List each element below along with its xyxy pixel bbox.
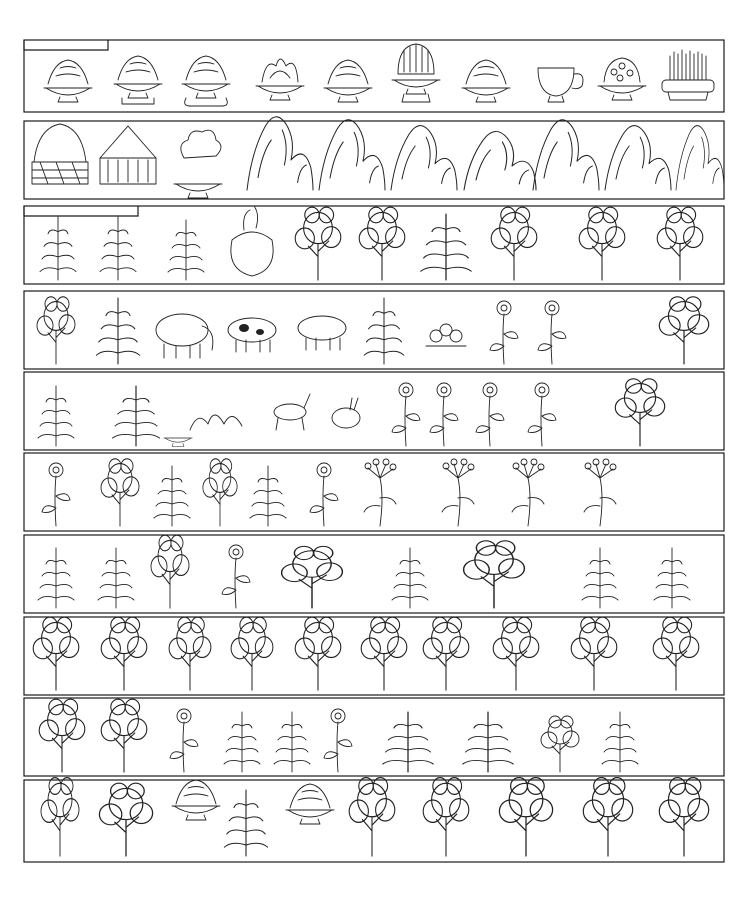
flower-stem — [528, 383, 556, 446]
shrub — [101, 459, 139, 526]
rock-mountain — [247, 117, 313, 190]
agave — [463, 712, 513, 772]
ornate-bowl — [392, 44, 440, 102]
shrub — [37, 297, 75, 364]
herb — [250, 466, 286, 526]
leaf-offering — [164, 415, 242, 446]
stand-bowl — [114, 56, 162, 104]
willow — [96, 298, 139, 364]
tree — [101, 699, 147, 772]
fruit-bowl — [172, 780, 220, 820]
row-flame-trees — [40, 206, 703, 280]
herb — [170, 709, 198, 772]
fern-bush — [421, 214, 471, 280]
rock-mountain — [605, 126, 671, 190]
cow — [228, 318, 276, 352]
vine — [282, 546, 343, 608]
tree — [491, 207, 537, 280]
tree — [493, 617, 539, 690]
herb — [224, 712, 260, 772]
tree — [101, 617, 147, 690]
herb — [582, 548, 618, 608]
agave — [383, 712, 433, 772]
bird-herb — [38, 548, 74, 608]
tree — [615, 379, 664, 446]
jewel-bowl — [598, 58, 646, 100]
tree — [33, 617, 79, 690]
flame-plant — [40, 217, 76, 280]
cup — [538, 68, 583, 102]
rock-mountain — [391, 126, 457, 190]
fruit-bowl — [286, 784, 334, 824]
herb — [602, 712, 638, 772]
tree — [295, 617, 341, 690]
vine — [464, 541, 525, 608]
temple-box — [100, 126, 156, 184]
flame-plant — [100, 217, 136, 280]
row-plants — [39, 699, 638, 772]
woven-basket — [32, 124, 88, 184]
plain-bowl — [462, 60, 510, 102]
umbel — [512, 459, 544, 526]
flower-stem — [476, 383, 504, 446]
flower — [310, 463, 338, 526]
row-animals — [37, 297, 709, 364]
flower-stem — [392, 383, 420, 446]
fern — [154, 466, 190, 526]
umbel — [584, 459, 616, 526]
rock-mountain — [464, 131, 536, 190]
tree — [361, 617, 407, 690]
herb — [38, 386, 74, 446]
deer — [274, 394, 310, 430]
umbel — [442, 459, 474, 526]
herb — [541, 716, 579, 772]
fern-plant — [168, 220, 204, 280]
tree — [657, 207, 703, 280]
grape — [169, 617, 211, 690]
tree — [423, 617, 469, 690]
brush-bowl — [662, 50, 714, 100]
tree — [571, 617, 617, 690]
tree — [349, 778, 395, 856]
umbel — [364, 459, 396, 526]
herb — [538, 301, 566, 364]
shrub — [659, 297, 708, 364]
tree — [99, 783, 152, 856]
cloud-offering — [174, 130, 222, 198]
row-flowering-herbs — [42, 459, 616, 526]
row-trees-fruit — [41, 778, 709, 856]
rock-mountain — [533, 120, 599, 190]
herb — [42, 463, 70, 526]
elephant — [156, 314, 213, 358]
tree — [39, 699, 85, 772]
row-mountains — [32, 117, 724, 198]
grain-bowl — [44, 60, 92, 102]
tree — [295, 207, 341, 280]
herb — [654, 548, 690, 608]
tree — [41, 778, 79, 856]
vine — [151, 535, 189, 608]
section-tab — [24, 206, 138, 216]
herb — [324, 709, 352, 772]
row-fruit-trees — [33, 617, 699, 690]
grape — [231, 617, 273, 690]
rock-mountain — [319, 120, 385, 190]
bamboo — [364, 298, 404, 364]
tree — [659, 778, 708, 856]
herb — [274, 712, 310, 772]
tree — [423, 778, 469, 856]
tree — [579, 207, 625, 280]
tree — [583, 778, 632, 856]
flower-stem — [430, 383, 458, 446]
herb — [222, 545, 250, 608]
tree — [499, 778, 552, 856]
tree — [653, 617, 699, 690]
row-offering-bowls — [44, 44, 714, 106]
palm — [224, 790, 267, 856]
flower-clump — [426, 324, 466, 346]
row-vines — [38, 535, 690, 608]
footed-bowl — [182, 56, 230, 106]
rock-mountain — [676, 126, 724, 190]
herb — [203, 459, 237, 526]
rabbit — [332, 398, 360, 428]
heap-bowl — [324, 60, 372, 102]
herb — [113, 386, 160, 446]
herb — [490, 301, 518, 364]
row-herbs-deer — [38, 379, 665, 447]
tree — [359, 207, 405, 280]
herb — [98, 548, 134, 608]
ox — [298, 316, 346, 350]
herb — [392, 548, 428, 608]
lotus-bowl — [256, 59, 304, 100]
cauldron — [231, 206, 273, 276]
header-tab — [24, 40, 108, 50]
